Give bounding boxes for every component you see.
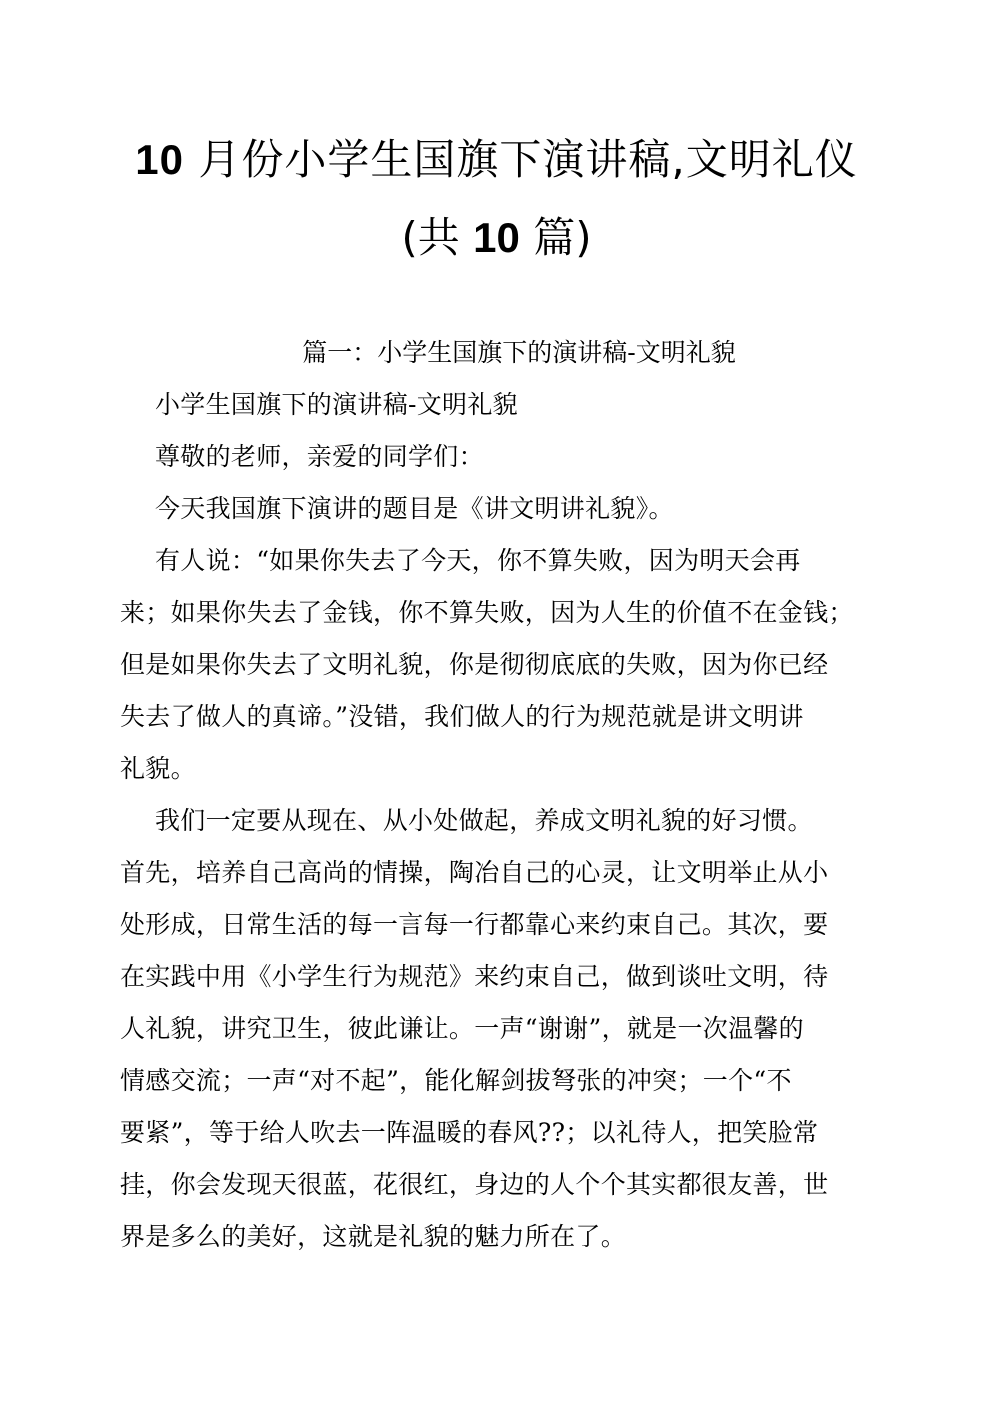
paragraph-line: 但是如果你失去了文明礼貌，你是彻彻底底的失败，因为你已经	[120, 650, 829, 679]
document-title-line1	[0, 134, 993, 186]
title-number: 10	[135, 136, 184, 183]
title-text: 月份小学生国旗下演讲稿,文明礼仪	[184, 135, 858, 184]
paragraph-line: 今天我国旗下演讲的题目是《讲文明讲礼貌》。	[155, 494, 674, 523]
paragraph-line: 有人说：“如果你失去了今天，你不算失败，因为明天会再	[155, 546, 801, 575]
paragraph-line: 我们一定要从现在、从小处做起，养成文明礼貌的好习惯。	[155, 806, 813, 835]
paragraph-line: 人礼貌，讲究卫生，彼此谦让。一声“谢谢”，就是一次温馨的	[120, 1014, 804, 1043]
title-close: 篇)	[519, 213, 592, 262]
paragraph-line: 处形成，日常生活的每一言每一行都靠心来约束自己。其次，要	[120, 910, 829, 939]
paragraph-line: 情感交流；一声“对不起”，能化解剑拔弩张的冲突；一个“不	[120, 1066, 792, 1095]
paragraph-line: 在实践中用《小学生行为规范》来约束自己，做到谈吐文明，待	[120, 962, 829, 991]
paragraph-line: 小学生国旗下的演讲稿-文明礼貌	[155, 390, 518, 419]
section-heading: 篇一：小学生国旗下的演讲稿-文明礼貌	[302, 338, 736, 367]
paragraph-line: 失去了做人的真谛。”没错，我们做人的行为规范就是讲文明讲	[120, 702, 804, 731]
paragraph-line: 尊敬的老师，亲爱的同学们：	[155, 442, 484, 471]
paragraph-line: 来；如果你失去了金钱，你不算失败，因为人生的价值不在金钱；	[120, 598, 854, 627]
document-title-line2	[0, 212, 993, 264]
paragraph-line: 首先，培养自己高尚的情操，陶冶自己的心灵，让文明举止从小	[120, 858, 829, 887]
paragraph-line: 礼貌。	[120, 754, 196, 783]
title-count: 10	[473, 214, 520, 261]
paragraph-line: 要紧”，等于给人吹去一阵温暖的春风??；以礼待人，把笑脸常	[120, 1118, 819, 1147]
title-open: (共	[401, 213, 474, 262]
paragraph-line: 挂，你会发现天很蓝，花很红，身边的人个个其实都很友善，世	[120, 1170, 829, 1199]
paragraph-line: 界是多么的美好，这就是礼貌的魅力所在了。	[120, 1222, 627, 1251]
